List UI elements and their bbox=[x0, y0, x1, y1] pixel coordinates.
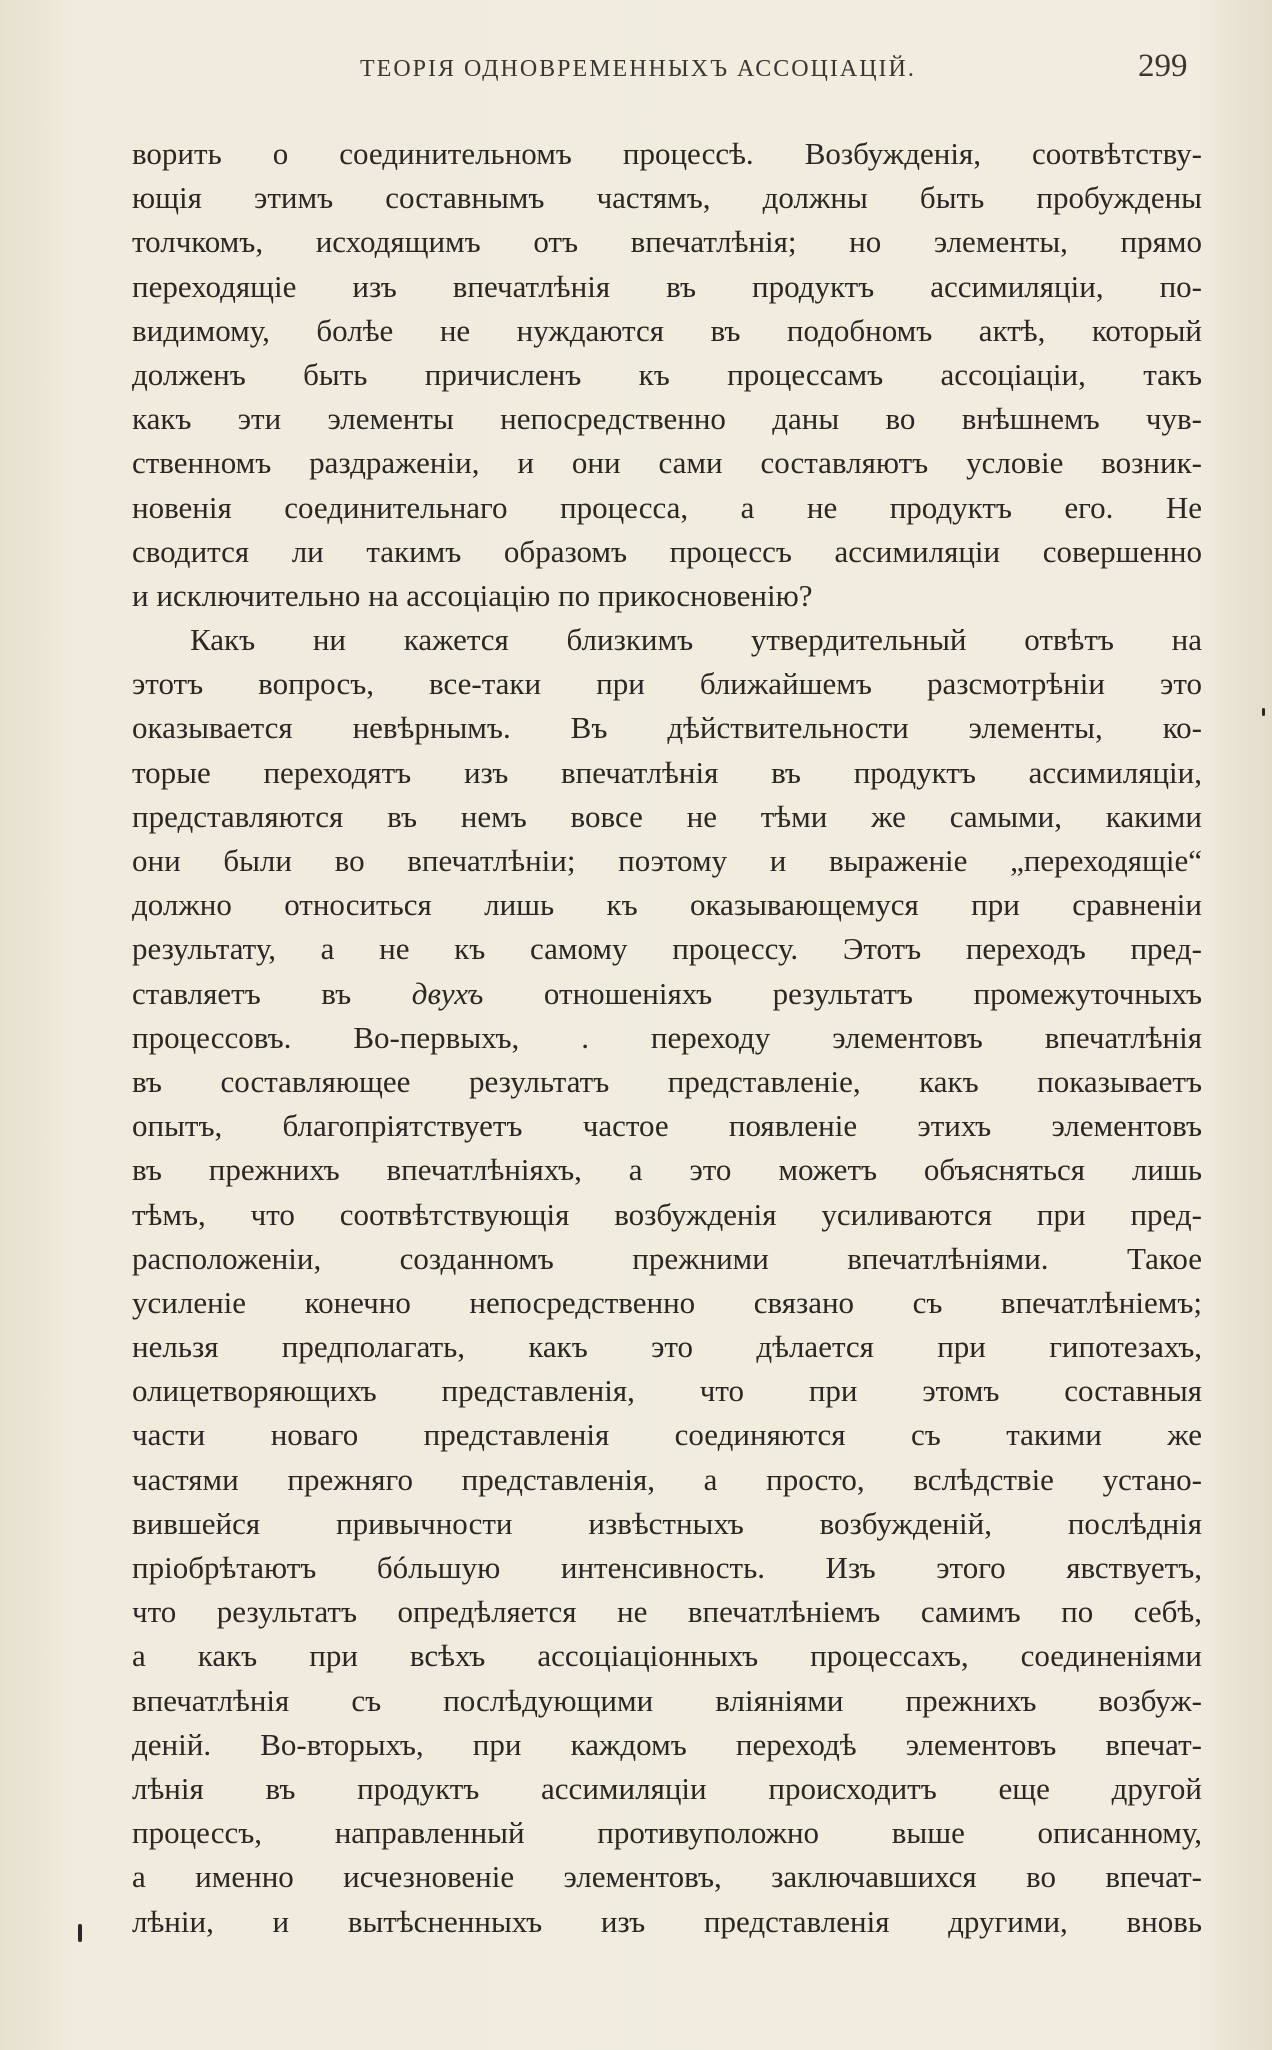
text-line: сводится ли такимъ образомъ процессъ ассимиляціи совершенно bbox=[132, 533, 1202, 569]
text-line: какъ эти элементы непосредственно даны во внѣшнемъ чув- bbox=[132, 401, 1202, 437]
running-head: ТЕОРІЯ ОДНОВРЕМЕННЫХЪ АССОЦІАЦІЙ. bbox=[360, 56, 916, 82]
text-line: частями прежняго представленія, а просто, вслѣдствіе устано- bbox=[132, 1461, 1202, 1497]
text-line: лѣніи, и вытѣсненныхъ изъ представленія другими, вновь bbox=[132, 1903, 1202, 1939]
text-line: а именно исчезновеніе элементовъ, заключавшихся во впечат- bbox=[132, 1859, 1202, 1895]
text-line: пріобрѣтаютъ бóльшую интенсивность. Изъ этого явствуетъ, bbox=[132, 1550, 1202, 1585]
text-line: въ прежнихъ впечатлѣніяхъ, а это можетъ объясняться лишь bbox=[132, 1152, 1202, 1188]
text-line: переходящіе изъ впечатлѣнія въ продуктъ ассимиляціи, по- bbox=[132, 268, 1202, 304]
text-line: торые переходятъ изъ впечатлѣнія въ продуктъ ассимиляціи, bbox=[132, 754, 1202, 790]
text-line: лѣнія въ продуктъ ассимиляціи происходитъ еще другой bbox=[132, 1770, 1202, 1806]
text-segment: ставляетъ въ bbox=[132, 975, 412, 1011]
text-line: части новаго представленія соединяются съ такими же bbox=[132, 1417, 1202, 1453]
text-line: нельзя предполагать, какъ это дѣлается при гипотезахъ, bbox=[132, 1329, 1202, 1365]
text-line: расположеніи, созданномъ прежними впечатлѣніями. Такое bbox=[132, 1240, 1202, 1276]
text-line: долженъ быть причисленъ къ процессамъ ассоціаціи, такъ bbox=[132, 356, 1202, 392]
text-line: впечатлѣнія съ послѣдующими вліяніями прежнихъ возбуж- bbox=[132, 1682, 1202, 1718]
text-line: ворить о соединительномъ процессѣ. Возбужденія, соотвѣтству- bbox=[132, 136, 1202, 171]
text-line: процессовъ. Во-первыхъ, . переходу элементовъ впечатлѣнія bbox=[132, 1019, 1202, 1055]
text-segment: отношеніяхъ результатъ промежуточныхъ bbox=[483, 975, 1202, 1011]
text-line: ственномъ раздраженіи, и они сами составляютъ условіе возник- bbox=[132, 445, 1202, 481]
ink-speck bbox=[78, 1924, 82, 1942]
text-line: они были во впечатлѣніи; поэтому и выраженіе „переходящіе“ bbox=[132, 843, 1202, 878]
ink-speck bbox=[1262, 708, 1265, 716]
text-line: олицетворяющихъ представленія, что при этомъ составныя bbox=[132, 1373, 1202, 1409]
body-text bbox=[132, 132, 1202, 1944]
text-line: представляются въ немъ вовсе не тѣми же самыми, какими bbox=[132, 798, 1202, 834]
text-line: результату, а не къ самому процессу. Этотъ переходъ пред- bbox=[132, 931, 1202, 967]
text-line: толчкомъ, исходящимъ отъ впечатлѣнія; но элементы, прямо bbox=[132, 224, 1202, 260]
text-line: новенія соединительнаго процесса, а не продуктъ его. Не bbox=[132, 489, 1202, 525]
text-line: тѣмъ, что соотвѣтствующія возбужденія усиливаются при пред- bbox=[132, 1196, 1202, 1232]
text-line: вившейся привычности извѣстныхъ возбужденій, послѣднія bbox=[132, 1505, 1202, 1541]
text-line-with-italic bbox=[132, 972, 1202, 1016]
text-line: процессъ, направленный противуположно выше описанному, bbox=[132, 1815, 1202, 1851]
text-line: Какъ ни кажется близкимъ утвердительный отвѣтъ на bbox=[190, 622, 1202, 658]
text-line: должно относиться лишь къ оказывающемуся при сравненіи bbox=[132, 887, 1202, 923]
text-line: деній. Во-вторыхъ, при каждомъ переходѣ элементовъ впечат- bbox=[132, 1726, 1202, 1762]
text-line: и исключительно на ассоціацію по прикосновенію? bbox=[132, 577, 813, 613]
text-line: оказывается невѣрнымъ. Въ дѣйствительности элементы, ко- bbox=[132, 710, 1202, 746]
text-line: что результатъ опредѣляется не впечатлѣніемъ самимъ по себѣ, bbox=[132, 1594, 1202, 1630]
text-line: усиленіе конечно непосредственно связано съ впечатлѣніемъ; bbox=[132, 1284, 1202, 1320]
text-line: опытъ, благопріятствуетъ частое появленіе этихъ элементовъ bbox=[132, 1108, 1202, 1144]
text-line: видимому, болѣе не нуждаются въ подобномъ актѣ, который bbox=[132, 312, 1202, 348]
text-line: этотъ вопросъ, все-таки при ближайшемъ разсмотрѣніи это bbox=[132, 666, 1202, 702]
italic-word: двухъ bbox=[411, 975, 484, 1011]
text-line: ющія этимъ составнымъ частямъ, должны быть пробуждены bbox=[132, 180, 1202, 216]
text-line: а какъ при всѣхъ ассоціаціонныхъ процессахъ, соединеніями bbox=[132, 1638, 1202, 1674]
text-line: въ составляющее результатъ представленіе, какъ показываетъ bbox=[132, 1063, 1202, 1099]
page-number: 299 bbox=[1138, 48, 1188, 84]
